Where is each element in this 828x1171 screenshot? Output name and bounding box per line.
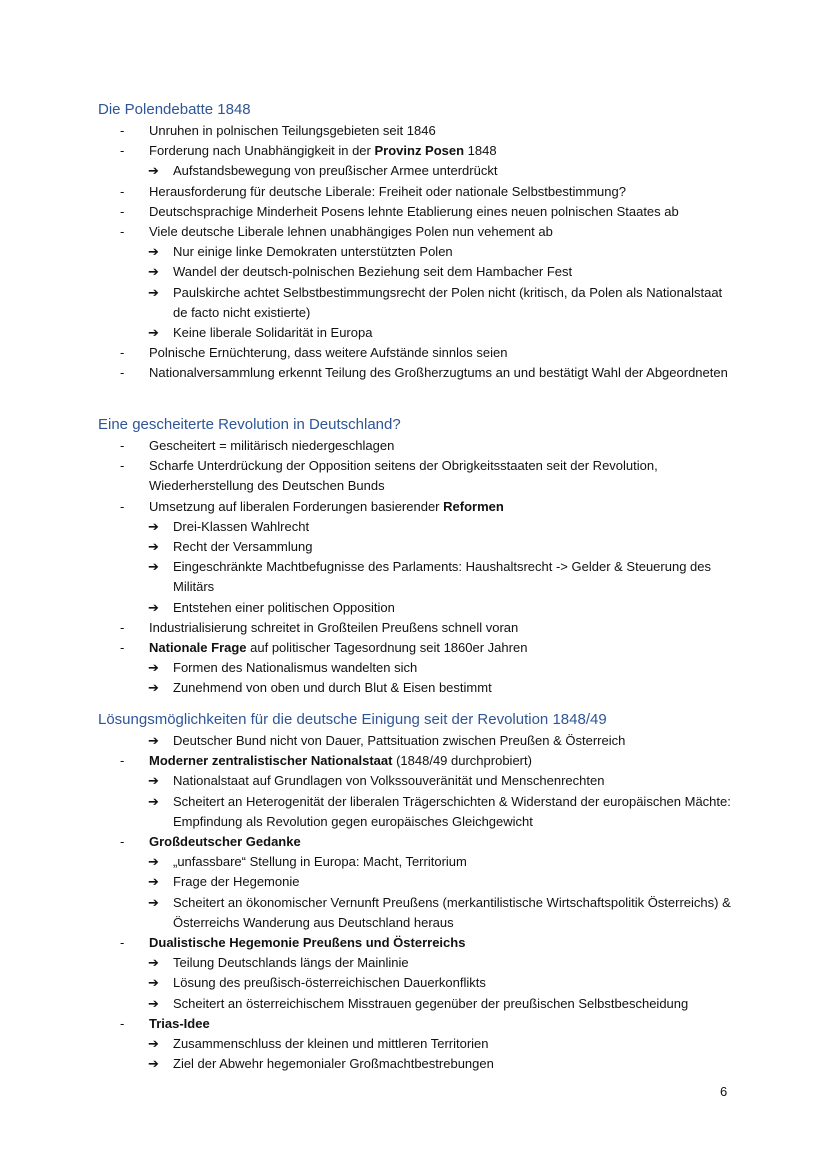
item-text: Keine liberale Solidarität in Europa (173, 325, 373, 341)
dash-bullet-icon: - (120, 1015, 125, 1031)
dash-bullet-icon: - (120, 935, 125, 951)
arrow-bullet-icon: ➔ (148, 163, 159, 179)
bullet-item (98, 202, 738, 222)
arrow-bullet-icon: ➔ (148, 874, 159, 890)
bullet-item (98, 456, 738, 496)
item-text: Scharfe Unterdrückung der Opposition seitens der Obrigkeitsstaaten seit der Revolution, Wiederherstellung des Deutschen Bunds (149, 458, 658, 494)
item-text: Frage der Hegemonie (173, 874, 300, 890)
arrow-bullet-icon: ➔ (148, 518, 159, 534)
item-text: Herausforderung für deutsche Liberale: Freiheit oder nationale Selbstbestimmung? (149, 183, 626, 199)
arrow-bullet-icon: ➔ (148, 244, 159, 260)
page-number: 6 (720, 1084, 728, 1099)
bold-text: Reformen (443, 498, 504, 514)
arrow-bullet-icon: ➔ (148, 773, 159, 789)
bullet-item (98, 363, 738, 383)
sub-bullet-item (98, 973, 738, 993)
item-text: Viele deutsche Liberale lehnen unabhängiges Polen nun vehement ab (149, 224, 553, 240)
sub-bullet-item (98, 598, 738, 618)
bold-text: Moderner zentralistischer Nationalstaat (149, 753, 393, 769)
item-text: Lösung des preußisch-österreichischen Dauerkonflikts (173, 975, 486, 991)
item-text: Wandel der deutsch-polnischen Beziehung seit dem Hambacher Fest (173, 264, 573, 280)
sub-bullet-item (98, 852, 738, 872)
sub-bullet-item (98, 771, 738, 791)
arrow-bullet-icon: ➔ (148, 660, 159, 676)
arrow-bullet-icon: ➔ (148, 539, 159, 555)
item-text: Deutschsprachige Minderheit Posens lehnte Etablierung eines neuen polnischen Staates ab (149, 203, 679, 219)
sub-bullet-item (98, 731, 738, 751)
item-text: Eingeschränkte Machtbefugnisse des Parlaments: Haushaltsrecht -> Gelder & Steuerung des Militärs (173, 559, 711, 595)
item-text: Scheitert an österreichischem Misstrauen gegenüber der preußischen Selbstbescheidung (173, 995, 689, 1011)
sub-bullet-item (98, 323, 738, 343)
bullet-item (98, 121, 738, 141)
item-text: Zusammenschluss der kleinen und mittleren Territorien (173, 1036, 489, 1052)
bullet-item (98, 141, 738, 161)
item-text: 1848 (464, 143, 497, 159)
sub-bullet-item (98, 537, 738, 557)
item-text: Aufstandsbewegung von preußischer Armee unterdrückt (173, 163, 498, 179)
sub-bullet-item (98, 262, 738, 282)
bullet-item (98, 222, 738, 242)
dash-bullet-icon: - (120, 143, 125, 159)
dash-bullet-icon: - (120, 619, 125, 635)
item-text: Ziel der Abwehr hegemonialer Großmachtbestrebungen (173, 1056, 494, 1072)
sub-bullet-item (98, 557, 738, 597)
dash-bullet-icon: - (120, 183, 125, 199)
bullet-item (98, 182, 738, 202)
item-text: Nationalversammlung erkennt Teilung des Großherzugtums an und bestätigt Wahl der Abgeordneten (149, 365, 728, 381)
arrow-bullet-icon: ➔ (148, 793, 159, 809)
item-text: Nur einige linke Demokraten unterstützten Polen (173, 244, 453, 260)
sub-bullet-item (98, 872, 738, 892)
sub-bullet-item (98, 658, 738, 678)
item-text: auf politischer Tagesordnung seit 1860er Jahren (246, 640, 528, 656)
arrow-bullet-icon: ➔ (148, 975, 159, 991)
sub-bullet-item (98, 283, 738, 323)
sub-bullet-item (98, 953, 738, 973)
arrow-bullet-icon: ➔ (148, 1036, 159, 1052)
arrow-bullet-icon: ➔ (148, 733, 159, 748)
item-text: Scheitert an ökonomischer Vernunft Preußens (merkantilistische Wirtschaftspolitik Österreichs) & Österreichs Wanderung aus Deutschland heraus (173, 894, 731, 930)
bullet-item (98, 618, 738, 638)
sub-bullet-item (98, 994, 738, 1014)
dash-bullet-icon: - (120, 498, 125, 514)
item-text: „unfassbare“ Stellung in Europa: Macht, Territorium (173, 854, 467, 870)
sub-bullet-item (98, 678, 738, 698)
dash-bullet-icon: - (120, 123, 125, 138)
item-text: Zunehmend von oben und durch Blut & Eisen bestimmt (173, 680, 492, 696)
arrow-bullet-icon: ➔ (148, 284, 159, 300)
item-text: (1848/49 durchprobiert) (392, 753, 532, 769)
section-polendebatte (98, 100, 738, 384)
item-text: Nationalstaat auf Grundlagen von Volkssouveränität und Menschenrechten (173, 773, 605, 789)
section-heading: Die Polendebatte 1848 (98, 101, 251, 118)
sub-bullet-item (98, 1054, 738, 1074)
dash-bullet-icon: - (120, 203, 125, 219)
sub-bullet-item (98, 792, 738, 832)
sub-bullet-item (98, 161, 738, 181)
section-gescheiterte-revolution (98, 415, 738, 699)
dash-bullet-icon: - (120, 753, 125, 769)
section-heading: Lösungsmöglichkeiten für die deutsche Einigung seit der Revolution 1848/49 (98, 711, 607, 728)
item-text: Unruhen in polnischen Teilungsgebieten seit 1846 (149, 123, 436, 138)
bullet-item (98, 638, 738, 658)
bullet-item (98, 343, 738, 363)
item-text: Umsetzung auf liberalen Forderungen basierender (149, 498, 444, 514)
section-heading: Eine gescheiterte Revolution in Deutschland? (98, 416, 401, 433)
bold-text: Trias-Idee (149, 1015, 210, 1031)
sub-bullet-item (98, 517, 738, 537)
bullet-item (98, 751, 738, 771)
item-text: Drei-Klassen Wahlrecht (173, 518, 310, 534)
bullet-item (98, 933, 738, 953)
item-text: Entstehen einer politischen Opposition (173, 599, 395, 615)
dash-bullet-icon: - (120, 640, 125, 656)
section-loesungsmoeglichkeiten (98, 710, 738, 1074)
sub-bullet-item (98, 242, 738, 262)
bold-text: Provinz Posen (374, 143, 465, 159)
arrow-bullet-icon: ➔ (148, 680, 159, 696)
arrow-bullet-icon: ➔ (148, 995, 159, 1011)
bold-text: Nationale Frage (149, 640, 247, 656)
item-text: Scheitert an Heterogenität der liberalen Trägerschichten & Widerstand der europäischen Mächte: Empfindung als Revolution gegen europäisches Gleichgewicht (173, 793, 731, 829)
arrow-bullet-icon: ➔ (148, 599, 159, 615)
dash-bullet-icon: - (120, 834, 125, 850)
item-text: Teilung Deutschlands längs der Mainlinie (173, 955, 409, 971)
bullet-item (98, 436, 738, 456)
dash-bullet-icon: - (120, 438, 125, 453)
arrow-bullet-icon: ➔ (148, 1056, 159, 1072)
bold-text: Dualistische Hegemonie Preußens und Österreichs (149, 935, 466, 951)
sub-bullet-item (98, 1034, 738, 1054)
dash-bullet-icon: - (120, 345, 125, 361)
bullet-item (98, 497, 738, 517)
arrow-bullet-icon: ➔ (148, 955, 159, 971)
item-text: Recht der Versammlung (173, 539, 313, 555)
arrow-bullet-icon: ➔ (148, 559, 159, 575)
dash-bullet-icon: - (120, 365, 125, 381)
bullet-item (98, 832, 738, 852)
dash-bullet-icon: - (120, 458, 125, 474)
arrow-bullet-icon: ➔ (148, 894, 159, 910)
bold-text: Großdeutscher Gedanke (149, 834, 301, 850)
item-text: Gescheitert = militärisch niedergeschlagen (149, 438, 395, 453)
item-text: Forderung nach Unabhängigkeit in der (149, 143, 375, 159)
item-text: Deutscher Bund nicht von Dauer, Pattsituation zwischen Preußen & Österreich (173, 733, 626, 748)
item-text: Industrialisierung schreitet in Großteilen Preußens schnell voran (149, 619, 519, 635)
item-text: Polnische Ernüchterung, dass weitere Aufstände sinnlos seien (149, 345, 508, 361)
bullet-item (98, 1014, 738, 1034)
item-text: Paulskirche achtet Selbstbestimmungsrecht der Polen nicht (kritisch, da Polen als Nationalstaat de facto nicht existierte) (173, 284, 723, 320)
arrow-bullet-icon: ➔ (148, 264, 159, 280)
dash-bullet-icon: - (120, 224, 125, 240)
arrow-bullet-icon: ➔ (148, 854, 159, 870)
item-text: Formen des Nationalismus wandelten sich (173, 660, 418, 676)
sub-bullet-item (98, 893, 738, 933)
arrow-bullet-icon: ➔ (148, 325, 159, 341)
